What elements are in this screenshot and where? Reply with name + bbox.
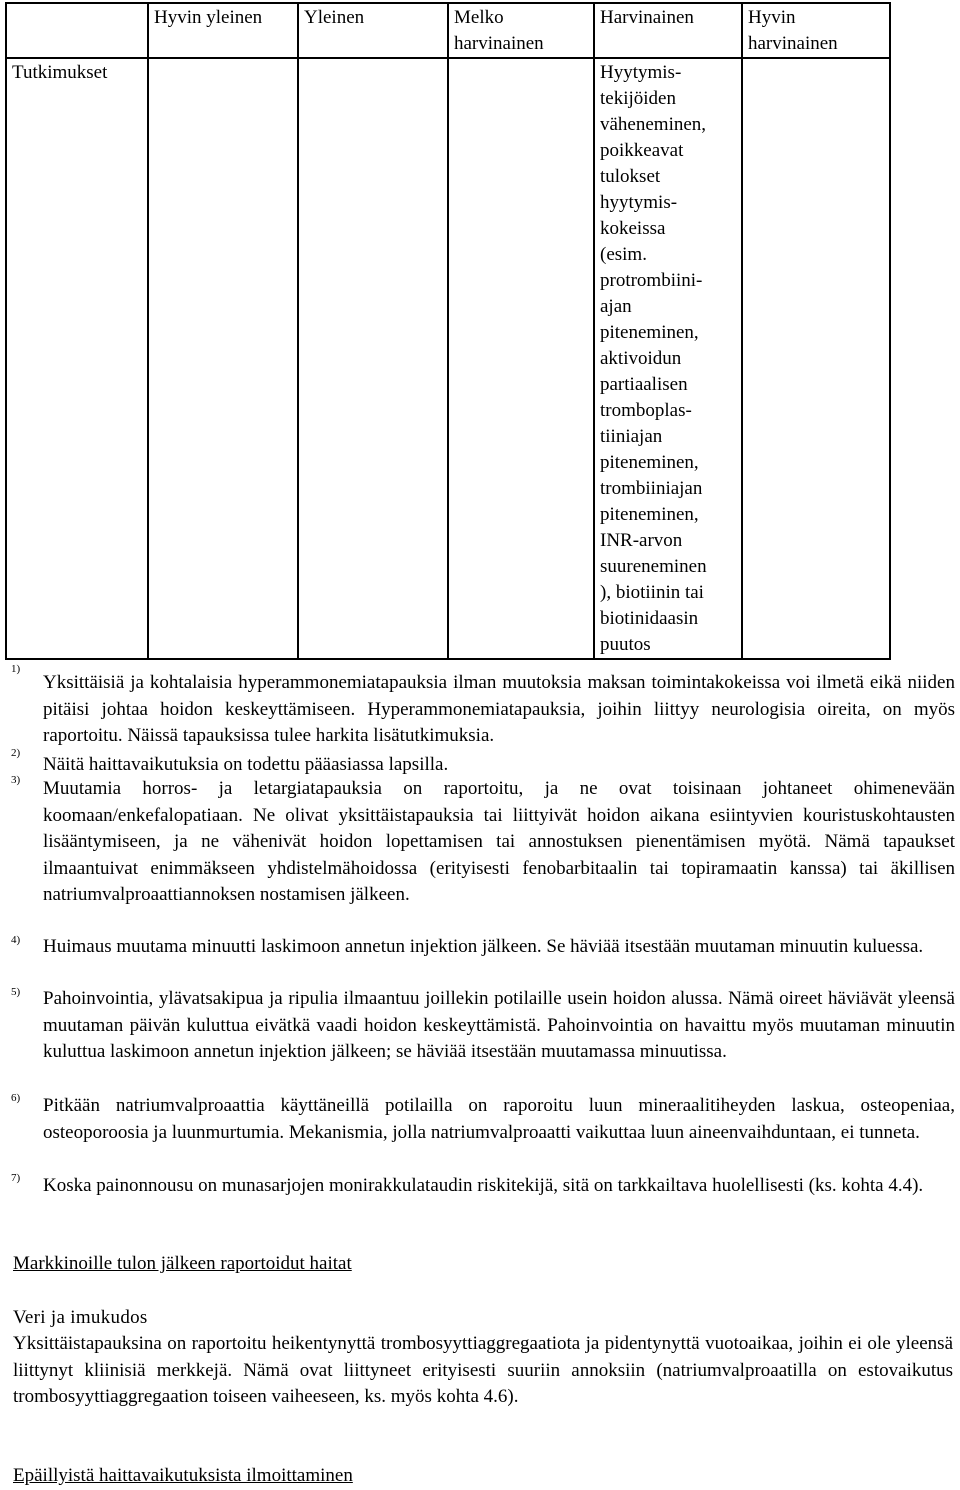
footnote-number: 4): [11, 934, 21, 946]
footnote-4: Huimaus muutama minuutti laskimoon annetun injektion jälkeen. Se häviää itsestään muutaman minuutin kuluessa.: [43, 936, 924, 957]
header-empty: [6, 3, 148, 58]
frequency-table: [5, 2, 891, 660]
footnote-5: Pahoinvointia, ylävatsakipua ja ripulia ilmaantuu joillekin potilaille usein hoidon alussa. Nämä oireet häviävät yleensä muutaman päivän kuluttua eivätkä vaadi hoidon keskeyttämistä. Pahoinvointia on havaittu myös muutaman minuutin kuluttua laskimoon annetun injektion jälkeen; se häviää itsestään muutamassa minuutissa.: [43, 988, 955, 1063]
footnote-3: Muutamia horros- ja letargiatapauksia on raportoitu, ja ne ovat toisinaan johtaneet ohimenevään koomaan/enkefalopatiaan. Ne olivat yksittäistapauksia tai liittyivät hoidon aikana esiintyvien kouristuskohtausten lisääntymiseen, ja ne vähenivät hoidon lopettamisen tai annostuksen pienentämisen myötä. Nämä tapaukset ilmaantuivat enimmäkseen yhdistelmähoidossa (erityisesti fenobarbitaalin tai topiramaatin kanssa) tai äkillisen natriumvalproaattiannoksen nostamisen jälkeen.: [43, 778, 955, 906]
header-yleinen: Yleinen: [298, 3, 448, 58]
row-category: Tutkimukset: [6, 58, 148, 659]
cell-empty: [742, 58, 890, 659]
footnote-number: 1): [11, 663, 21, 675]
footnote-number: 3): [11, 774, 21, 786]
table-row: [6, 58, 890, 659]
postmarketing-heading: Markkinoille tulon jälkeen raportoidut haitat: [13, 1253, 352, 1274]
table-header-row: [6, 3, 890, 58]
footnote-number: 2): [11, 747, 21, 759]
header-hyvin-harvinainen: Hyvin harvinainen: [742, 3, 890, 58]
cell-harvinainen: Hyytymis- tekijöiden väheneminen, poikkeavat tulokset hyytymis- kokeissa (esim. protrombiini- ajan piteneminen, aktivoidun partiaalisen tromboplas- tiiniajan piteneminen, trombiiniajan piteneminen, INR-arvon suureneminen ), biotiinin tai biotinidaasin puutos: [594, 58, 742, 659]
header-harvinainen: Harvinainen: [594, 3, 742, 58]
header-hyvin-yleinen: Hyvin yleinen: [148, 3, 298, 58]
header-melko-harvinainen: Melko harvinainen: [448, 3, 594, 58]
footnote-number: 6): [11, 1092, 21, 1104]
footnote-1: Yksittäisiä ja kohtalaisia hyperammonemiatapauksia ilman muutoksia maksan toimintakokeissa voi ilmetä eikä niiden pitäisi johtaa hoidon keskeyttämiseen. Hyperammonemiatapauksia, joihin liittyy neurologisia oireita, on myös raportoitu. Näissä tapauksissa tulee harkita lisätutkimuksia.: [43, 672, 955, 747]
footnote-number: 7): [11, 1172, 21, 1184]
cell-empty: [448, 58, 594, 659]
cell-empty: [148, 58, 298, 659]
section-title-veri: Veri ja imukudos: [13, 1307, 148, 1328]
footnote-7: Koska painonnousu on munasarjojen monirakkulataudin riskitekijä, sitä on tarkkailtava huolellisesti (ks. kohta 4.4).: [43, 1175, 924, 1196]
footnote-2: Näitä haittavaikutuksia on todettu pääasiassa lapsilla.: [43, 754, 449, 775]
cell-empty: [298, 58, 448, 659]
postmarketing-paragraph: Yksittäistapauksina on raportoitu heikentynyttä trombosyyttiaggregaatiota ja pidentynyttä vuotoaikaa, joihin ei ole yleensä liittynyt kliinisiä merkkejä. Nämä ovat liittyneet erityisesti suuriin annoksiin (natriumvalproaatilla on estovaikutus trombosyyttiaggregaation toiseen vaiheeseen, ks. myös kohta 4.6).: [13, 1333, 953, 1408]
footnote-6: Pitkään natriumvalproaattia käyttäneillä potilailla on raporoitu luun mineraalitiheyden laskua, osteopeniaa, osteoporoosia ja luunmurtumia. Mekanismia, jolla natriumvalproaatti vaikuttaa luun aineenvaihduntaan, ei tunneta.: [43, 1095, 955, 1143]
footnote-number: 5): [11, 986, 21, 998]
reporting-heading: Epäillyistä haittavaikutuksista ilmoittaminen: [13, 1465, 353, 1486]
